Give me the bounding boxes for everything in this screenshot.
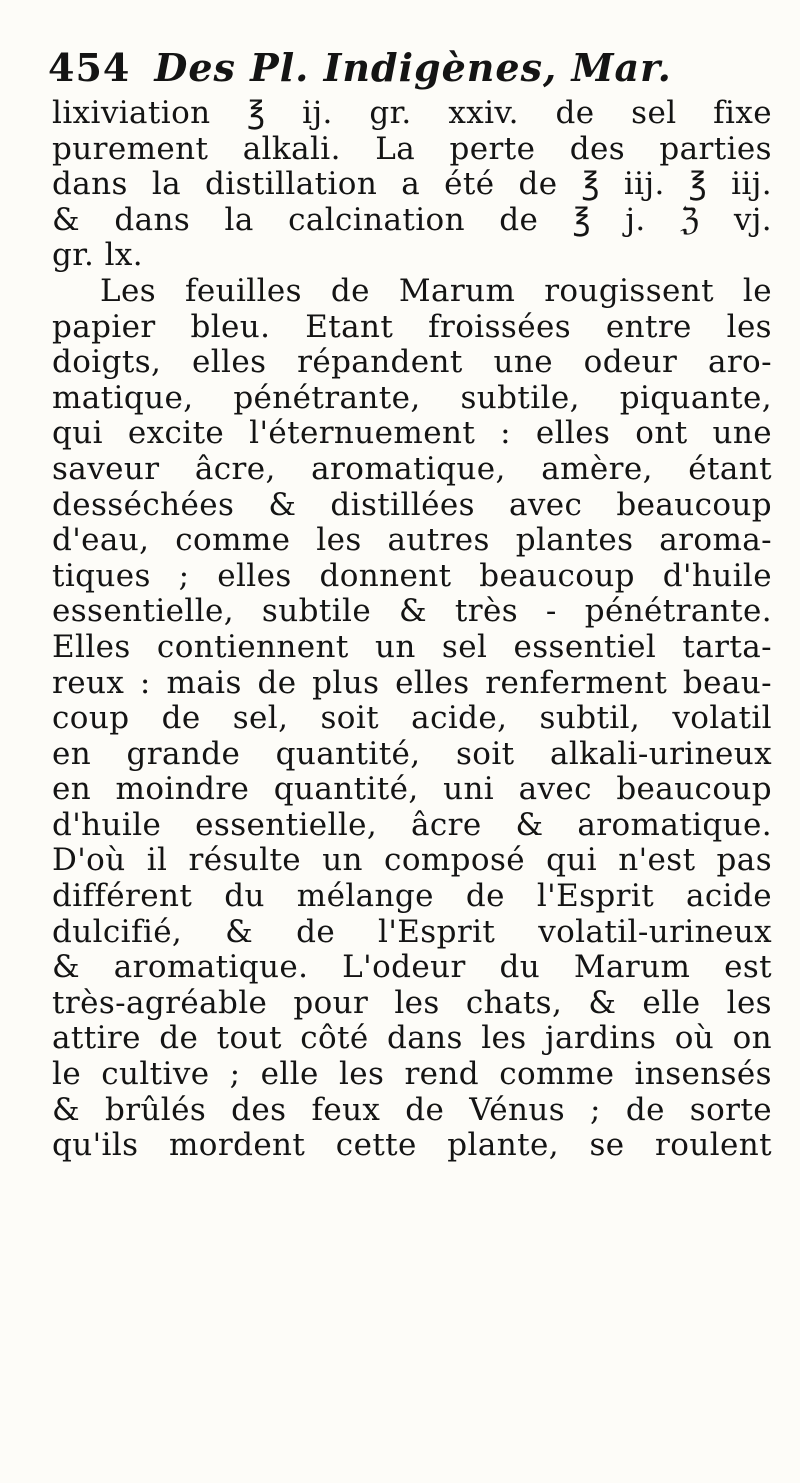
- running-title: Des Pl. Indigènes, Mar.: [154, 45, 672, 90]
- text-line-24: dulcifié, & de l'Esprit volatil-urineux: [52, 913, 772, 950]
- text-line-06: Les feuilles de Marum rougissent le: [100, 272, 772, 309]
- text-line-02: purement alkali. La perte des parties: [52, 130, 772, 167]
- text-line-27: attire de tout côté dans les jardins où on: [52, 1020, 772, 1057]
- text-line-30: qu'ils mordent cette plante, se roulent: [52, 1127, 772, 1164]
- text-line-20: en moindre quantité, uni avec beaucoup: [52, 771, 772, 808]
- text-line-22: D'où il résulte un composé qui n'est pas: [52, 842, 772, 879]
- text-line-07: papier bleu. Etant froissées entre les: [52, 308, 772, 345]
- text-line-29: & brûlés des feux de Vénus ; de sorte: [52, 1091, 772, 1128]
- page-number: 454: [48, 45, 131, 90]
- text-line-13: d'eau, comme les autres plantes aroma-: [52, 522, 772, 559]
- text-line-08: doigts, elles répandent une odeur aro-: [52, 344, 772, 381]
- text-line-15: essentielle, subtile & très - pénétrante.: [52, 593, 772, 630]
- text-line-04: & dans la calcination de ℥ j. ℨ vj.: [52, 201, 772, 238]
- text-line-10: qui excite l'éternuement : elles ont une: [52, 415, 772, 452]
- text-line-26: très-agréable pour les chats, & elle les: [52, 984, 772, 1021]
- text-line-19: en grande quantité, soit alkali-urineux: [52, 735, 772, 772]
- text-line-09: matique, pénétrante, subtile, piquante,: [52, 379, 772, 416]
- text-line-21: d'huile essentielle, âcre & aromatique.: [52, 806, 772, 843]
- text-line-01: lixiviation ℥ ij. gr. xxiv. de sel fixe: [52, 95, 772, 131]
- text-line-28: le cultive ; elle les rend comme insensés: [52, 1056, 772, 1093]
- text-line-25: & aromatique. L'odeur du Marum est: [52, 949, 772, 986]
- text-line-14: tiques ; elles donnent beaucoup d'huile: [52, 557, 772, 594]
- text-line-05: gr. lx.: [52, 237, 144, 274]
- text-line-23: différent du mélange de l'Esprit acide: [52, 878, 772, 915]
- text-line-03: dans la distillation a été de ℥ iij. ℥ iij.: [52, 166, 772, 203]
- text-line-16: Elles contiennent un sel essentiel tarta-: [52, 628, 772, 665]
- page-header: [48, 40, 768, 96]
- text-line-18: coup de sel, soit acide, subtil, volatil: [52, 700, 772, 737]
- body-text: [52, 96, 772, 1164]
- text-line-12: desséchées & distillées avec beaucoup: [52, 486, 772, 523]
- text-line-17: reux : mais de plus elles renferment beau-: [52, 664, 772, 701]
- text-line-11: saveur âcre, aromatique, amère, étant: [52, 450, 772, 487]
